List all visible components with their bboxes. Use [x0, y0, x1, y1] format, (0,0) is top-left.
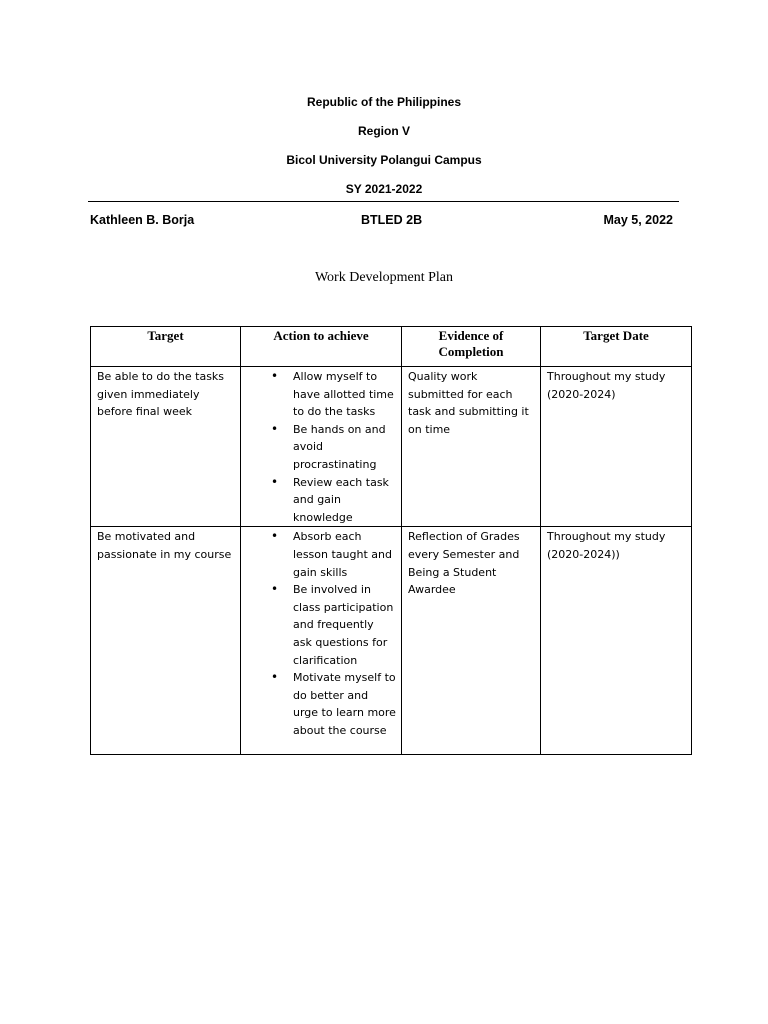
column-header-evidence: Evidence of Completion: [402, 327, 541, 367]
table-row: [91, 367, 692, 527]
work-plan-table: [90, 326, 692, 755]
action-list: [247, 528, 396, 739]
action-item: • Be involved in class participation and frequently ask questions for clarification: [293, 581, 396, 669]
cell-actions: [241, 527, 402, 755]
action-item: • Be hands on and avoid procrastinating: [293, 421, 396, 474]
action-item: • Motivate myself to do better and urge to learn more about the course: [293, 669, 396, 739]
header-country: Republic of the Philippines: [306, 95, 461, 109]
document-date: May 5, 2022: [603, 213, 673, 227]
header-campus: Bicol University Polangui Campus: [286, 153, 482, 167]
cell-evidence: Reflection of Grades every Semester and Being a Student Awardee: [402, 527, 541, 755]
cell-target-date: Throughout my study (2020-2024)): [541, 527, 692, 755]
column-header-target-date: Target Date: [541, 327, 692, 367]
cell-actions: [241, 367, 402, 527]
action-item: • Review each task and gain knowledge: [293, 474, 396, 527]
cell-target: Be motivated and passionate in my course: [91, 527, 241, 755]
header-region: Region V: [357, 124, 410, 138]
action-item: • Allow myself to have allotted time to do the tasks: [293, 368, 396, 421]
cell-target: Be able to do the tasks given immediately before final week: [91, 367, 241, 527]
header-school-year: SY 2021-2022: [345, 182, 423, 196]
student-name: Kathleen B. Borja: [90, 213, 195, 227]
table-row: [91, 527, 692, 755]
column-header-action: Action to achieve: [241, 327, 402, 367]
document-title: Work Development Plan: [314, 270, 454, 285]
cell-evidence: Quality work submitted for each task and submitting it on time: [402, 367, 541, 527]
table-header-row: [91, 327, 692, 367]
column-header-target: Target: [91, 327, 241, 367]
student-course: BTLED 2B: [361, 213, 423, 227]
action-item: • Absorb each lesson taught and gain skills: [293, 528, 396, 581]
cell-target-date: Throughout my study (2020-2024): [541, 367, 692, 527]
action-list: [247, 368, 396, 526]
header-divider: [88, 201, 679, 202]
